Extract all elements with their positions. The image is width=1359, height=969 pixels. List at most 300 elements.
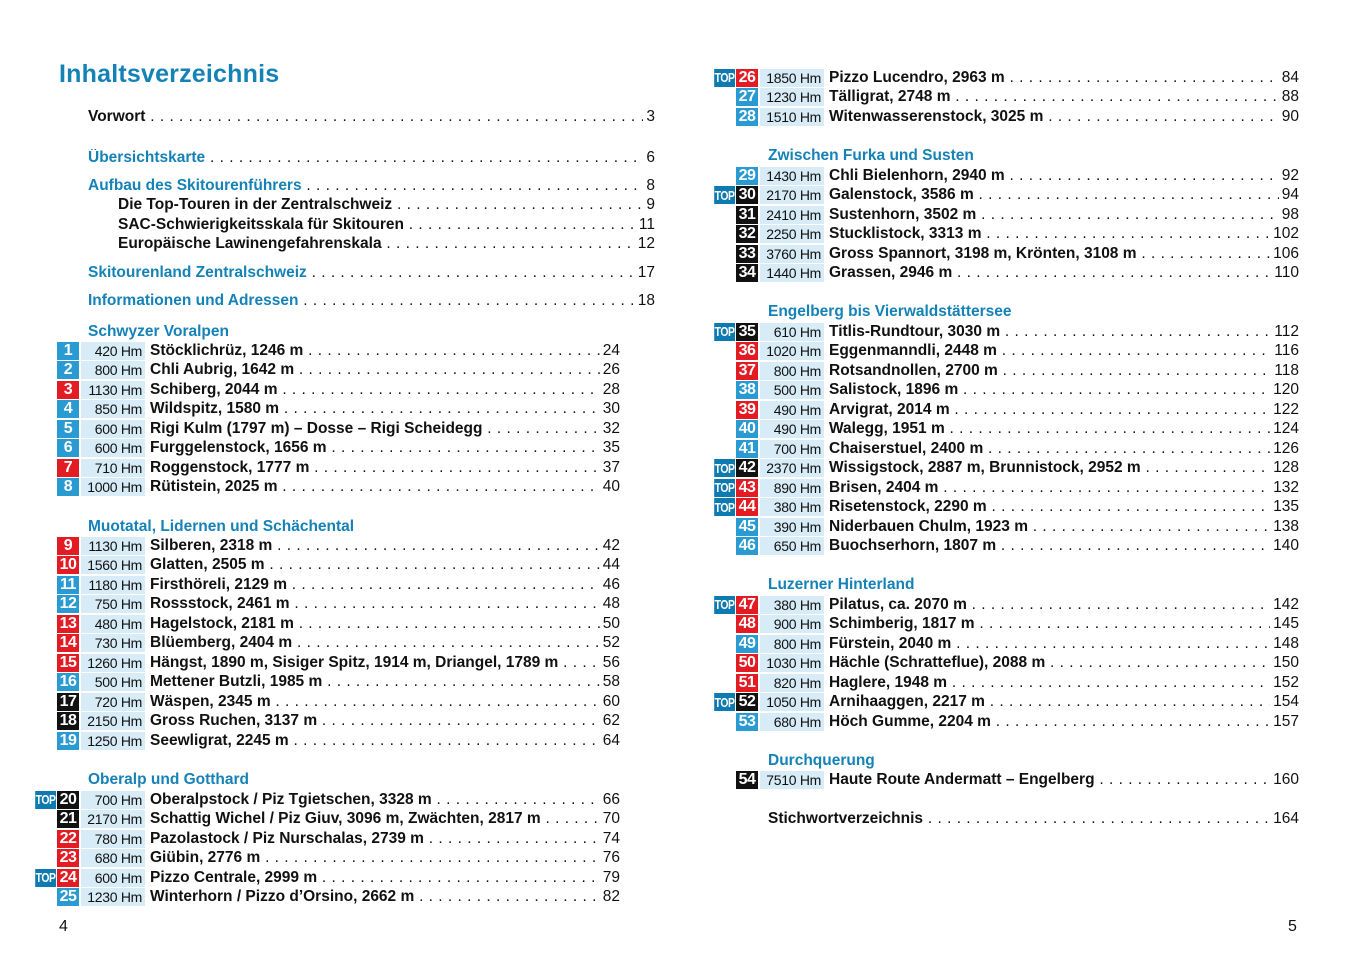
tour-name: Arnihaaggen, 2217 m . . . — [829, 693, 1270, 711]
tour-page: 157 — [1273, 712, 1299, 730]
tour-row[interactable] — [30, 478, 620, 498]
tour-page: 112 — [1274, 322, 1299, 340]
tour-row[interactable] — [30, 341, 620, 361]
tour-row[interactable] — [709, 264, 1299, 284]
top-tour-badge: TOP — [714, 597, 735, 613]
tour-number-badge: 8 — [57, 478, 79, 496]
elevation-gain: 1260 Hm — [81, 654, 145, 672]
tour-name: Pazolastock / Piz Nurschalas, 2739 m . . . — [150, 830, 600, 848]
tour-row[interactable] — [30, 712, 620, 732]
elevation-gain: 7510 Hm — [760, 771, 824, 789]
tour-row[interactable] — [709, 693, 1299, 713]
tour-row[interactable] — [30, 673, 620, 693]
right-page — [680, 0, 1359, 969]
tour-name: Wäspen, 2345 m . . . — [150, 693, 600, 711]
tour-number-badge: 54 — [736, 771, 758, 789]
tour-row[interactable] — [30, 829, 620, 849]
tour-name: Fürstein, 2040 m . . . — [829, 635, 1270, 653]
elevation-gain: 850 Hm — [81, 400, 145, 418]
entry-page: 17 — [637, 263, 655, 281]
tour-row[interactable] — [30, 419, 620, 439]
entry-label: Europäische Lawinengefahrenskala . . . — [118, 235, 635, 253]
entry-page: 18 — [637, 291, 655, 309]
tour-page: 152 — [1273, 673, 1299, 691]
tour-name: Rütistein, 2025 m . . . — [150, 478, 600, 496]
tour-name: Gross Spannort, 3198 m, Krönten, 3108 m . . . — [829, 245, 1270, 263]
toc-entry-informationen[interactable] — [88, 291, 655, 311]
tour-name: Galenstock, 3586 m . . . — [829, 186, 1279, 204]
tour-row[interactable] — [709, 107, 1299, 127]
section-heading: Muotatal, Lidernen und Schächental — [88, 518, 355, 535]
tour-number-badge: 53 — [736, 713, 758, 731]
page-number: 5 — [1288, 918, 1297, 935]
tour-number-badge: 4 — [57, 400, 79, 418]
tour-row[interactable] — [709, 205, 1299, 225]
tour-row[interactable] — [30, 731, 620, 751]
tour-page: 24 — [602, 341, 620, 359]
tour-page: 120 — [1273, 381, 1299, 399]
tour-number-badge: 46 — [736, 537, 758, 555]
elevation-gain: 490 Hm — [760, 401, 824, 419]
tour-number-badge: 3 — [57, 381, 79, 399]
tour-row[interactable] — [30, 458, 620, 478]
tour-page: 106 — [1273, 244, 1299, 262]
elevation-gain: 2170 Hm — [81, 810, 145, 828]
tour-row[interactable] — [709, 517, 1299, 537]
tour-name: Niderbauen Chulm, 1923 m . . . — [829, 518, 1270, 536]
tour-number-badge: 13 — [57, 615, 79, 633]
entry-page: 3 — [646, 107, 655, 125]
tour-name: Glatten, 2505 m . . . — [150, 556, 600, 574]
tour-page: 66 — [602, 790, 620, 808]
tour-page: 44 — [602, 556, 620, 574]
entry-label: Übersichtskarte . . . — [88, 149, 643, 167]
top-tour-badge: TOP — [714, 324, 735, 340]
tour-page: 138 — [1273, 517, 1299, 535]
tour-number-badge: 26 — [736, 69, 758, 87]
tour-number-badge: 34 — [736, 264, 758, 282]
tour-number-badge: 9 — [57, 537, 79, 555]
tour-number-badge: 18 — [57, 712, 79, 730]
tour-number-badge: 48 — [736, 615, 758, 633]
tour-page: 124 — [1273, 420, 1299, 438]
entry-page: 11 — [638, 215, 655, 233]
elevation-gain: 1050 Hm — [760, 693, 824, 711]
elevation-gain: 390 Hm — [760, 518, 824, 536]
elevation-gain: 710 Hm — [81, 459, 145, 477]
tour-row[interactable] — [709, 400, 1299, 420]
tour-number-badge: 1 — [57, 342, 79, 360]
tour-page: 140 — [1273, 537, 1299, 555]
top-tour-badge: TOP — [35, 870, 56, 886]
tour-page: 160 — [1273, 770, 1299, 788]
tour-row[interactable] — [30, 400, 620, 420]
tour-number-badge: 24 — [57, 869, 79, 887]
tour-name: Eggenmanndli, 2448 m . . . — [829, 342, 1271, 360]
tour-page: 94 — [1281, 186, 1299, 204]
tour-row[interactable] — [30, 692, 620, 712]
tour-name: Sustenhorn, 3502 m . . . — [829, 206, 1279, 224]
tour-page: 37 — [602, 458, 620, 476]
tour-row[interactable] — [709, 88, 1299, 108]
tour-page: 32 — [602, 419, 620, 437]
tour-number-badge: 45 — [736, 518, 758, 536]
tour-row[interactable] — [709, 654, 1299, 674]
tour-number-badge: 47 — [736, 596, 758, 614]
tour-row[interactable] — [30, 536, 620, 556]
elevation-gain: 1850 Hm — [760, 69, 824, 87]
elevation-gain: 2150 Hm — [81, 712, 145, 730]
tour-page: 60 — [602, 692, 620, 710]
tour-number-badge: 38 — [736, 381, 758, 399]
tour-page: 145 — [1273, 615, 1299, 633]
tour-number-badge: 6 — [57, 439, 79, 457]
tour-row[interactable] — [709, 68, 1299, 88]
tour-name: Firsthöreli, 2129 m . . . — [150, 576, 600, 594]
tour-row[interactable] — [30, 849, 620, 869]
tour-name: Grassen, 2946 m . . . — [829, 264, 1271, 282]
tour-page: 52 — [602, 634, 620, 652]
elevation-gain: 1560 Hm — [81, 556, 145, 574]
tour-page: 76 — [602, 849, 620, 867]
toc-entry-stichwortverzeichnis[interactable] — [768, 809, 1299, 829]
tour-number-badge: 23 — [57, 849, 79, 867]
toc-entry-skitourenland[interactable] — [88, 263, 655, 283]
tour-name: Schattig Wichel / Piz Giuv, 3096 m, Zwächten, 2817 m . . . — [150, 810, 600, 828]
tour-name: Gross Ruchen, 3137 m . . . — [150, 712, 600, 730]
tour-page: 110 — [1274, 264, 1299, 282]
elevation-gain: 800 Hm — [81, 361, 145, 379]
section-heading: Zwischen Furka und Susten — [768, 147, 974, 164]
tour-page: 132 — [1273, 478, 1299, 496]
toc-entry-vorwort[interactable] — [88, 107, 655, 127]
tour-number-badge: 25 — [57, 888, 79, 906]
elevation-gain: 1230 Hm — [81, 888, 145, 906]
tour-number-badge: 2 — [57, 361, 79, 379]
tour-row[interactable] — [709, 615, 1299, 635]
tour-row[interactable] — [709, 595, 1299, 615]
tour-name: Wildspitz, 1580 m . . . — [150, 400, 600, 418]
tour-name: Hächle (Schratteflue), 2088 m . . . — [829, 654, 1270, 672]
tour-row[interactable] — [709, 186, 1299, 206]
tour-row[interactable] — [30, 595, 620, 615]
elevation-gain: 490 Hm — [760, 420, 824, 438]
tour-name: Haglere, 1948 m . . . — [829, 674, 1270, 692]
tour-page: 116 — [1274, 342, 1299, 360]
tour-page: 150 — [1273, 654, 1299, 672]
section-heading: Engelberg bis Vierwaldstättersee — [768, 303, 1012, 320]
tour-page: 79 — [602, 868, 620, 886]
tour-number-badge: 5 — [57, 420, 79, 438]
tour-name: Rigi Kulm (1797 m) – Dosse – Rigi Scheidegg . . . — [150, 420, 600, 438]
tour-row[interactable] — [709, 322, 1299, 342]
tour-number-badge: 33 — [736, 245, 758, 263]
tour-page: 46 — [602, 575, 620, 593]
tour-number-badge: 39 — [736, 401, 758, 419]
elevation-gain: 800 Hm — [760, 635, 824, 653]
elevation-gain: 600 Hm — [81, 869, 145, 887]
tour-row[interactable] — [709, 342, 1299, 362]
tour-row[interactable] — [709, 381, 1299, 401]
tour-name: Pizzo Lucendro, 2963 m . . . — [829, 69, 1279, 87]
elevation-gain: 610 Hm — [760, 323, 824, 341]
tour-name: Haute Route Andermatt – Engelberg . . . — [829, 771, 1270, 789]
elevation-gain: 2410 Hm — [760, 206, 824, 224]
tour-number-badge: 41 — [736, 440, 758, 458]
tour-row[interactable] — [709, 537, 1299, 557]
tour-number-badge: 31 — [736, 206, 758, 224]
tour-row[interactable] — [709, 478, 1299, 498]
tour-page: 64 — [602, 731, 620, 749]
tour-number-badge: 7 — [57, 459, 79, 477]
elevation-gain: 680 Hm — [81, 849, 145, 867]
tour-row[interactable] — [30, 888, 620, 908]
tour-page: 90 — [1281, 107, 1299, 125]
elevation-gain: 3760 Hm — [760, 245, 824, 263]
tour-page: 126 — [1273, 439, 1299, 457]
tour-number-badge: 21 — [57, 810, 79, 828]
tour-page: 70 — [602, 810, 620, 828]
tour-number-badge: 20 — [57, 791, 79, 809]
elevation-gain: 1020 Hm — [760, 342, 824, 360]
tour-row[interactable] — [709, 244, 1299, 264]
entry-label: Skitourenland Zentralschweiz . . . — [88, 264, 635, 282]
tour-name: Risetenstock, 2290 m . . . — [829, 498, 1270, 516]
tour-row[interactable] — [30, 380, 620, 400]
tour-page: 42 — [602, 536, 620, 554]
tour-row[interactable] — [30, 556, 620, 576]
tour-row[interactable] — [30, 614, 620, 634]
tour-number-badge: 10 — [57, 556, 79, 574]
entry-label: Informationen und Adressen . . . — [88, 292, 635, 310]
elevation-gain: 650 Hm — [760, 537, 824, 555]
entry-page: 8 — [646, 176, 655, 194]
tour-number-badge: 28 — [736, 108, 758, 126]
tour-number-badge: 16 — [57, 673, 79, 691]
tour-name: Witenwasserenstock, 3025 m . . . — [829, 108, 1279, 126]
tour-page: 30 — [602, 400, 620, 418]
tour-name: Pizzo Centrale, 2999 m . . . — [150, 869, 600, 887]
tour-page: 58 — [602, 673, 620, 691]
tour-name: Schimberig, 1817 m . . . — [829, 615, 1270, 633]
tour-row[interactable] — [709, 225, 1299, 245]
tour-number-badge: 29 — [736, 167, 758, 185]
tour-name: Höch Gumme, 2204 m . . . — [829, 713, 1270, 731]
elevation-gain: 2370 Hm — [760, 459, 824, 477]
elevation-gain: 1230 Hm — [760, 88, 824, 106]
tour-row[interactable] — [709, 770, 1299, 790]
tour-name: Titlis-Rundtour, 3030 m . . . — [829, 323, 1271, 341]
entry-label: Die Top-Touren in der Zentralschweiz . . . — [118, 196, 643, 214]
elevation-gain: 420 Hm — [81, 342, 145, 360]
elevation-gain: 1440 Hm — [760, 264, 824, 282]
tour-number-badge: 40 — [736, 420, 758, 438]
tour-name: Seewligrat, 2245 m . . . — [150, 732, 600, 750]
tour-row[interactable] — [30, 439, 620, 459]
elevation-gain: 680 Hm — [760, 713, 824, 731]
tour-number-badge: 15 — [57, 654, 79, 672]
tour-number-badge: 36 — [736, 342, 758, 360]
tour-number-badge: 22 — [57, 830, 79, 848]
tour-name: Brisen, 2404 m . . . — [829, 479, 1270, 497]
elevation-gain: 600 Hm — [81, 420, 145, 438]
tour-number-badge: 27 — [736, 88, 758, 106]
tour-name: Mettener Butzli, 1985 m . . . — [150, 673, 600, 691]
top-tour-badge: TOP — [714, 480, 735, 496]
top-tour-badge: TOP — [714, 187, 735, 203]
tour-name: Chli Bielenhorn, 2940 m . . . — [829, 167, 1279, 185]
tour-row[interactable] — [30, 575, 620, 595]
tour-number-badge: 12 — [57, 595, 79, 613]
toc-entry-aufbau[interactable] — [88, 176, 655, 196]
tour-number-badge: 42 — [736, 459, 758, 477]
tour-page: 92 — [1281, 166, 1299, 184]
elevation-gain: 800 Hm — [760, 362, 824, 380]
tour-number-badge: 32 — [736, 225, 758, 243]
elevation-gain: 1250 Hm — [81, 732, 145, 750]
tour-number-badge: 44 — [736, 498, 758, 516]
tour-row[interactable] — [709, 498, 1299, 518]
entry-page: 9 — [646, 195, 655, 213]
tour-row[interactable] — [709, 673, 1299, 693]
tour-name: Rotsandnollen, 2700 m . . . — [829, 362, 1271, 380]
section-heading: Schwyzer Voralpen — [88, 323, 229, 340]
section-heading: Oberalp und Gotthard — [88, 771, 250, 788]
tour-number-badge: 14 — [57, 634, 79, 652]
tour-number-badge: 37 — [736, 362, 758, 380]
tour-name: Furggelenstock, 1656 m . . . — [150, 439, 600, 457]
tour-name: Wissigstock, 2887 m, Brunnistock, 2952 m . . . — [829, 459, 1270, 477]
tour-page: 88 — [1281, 88, 1299, 106]
tour-name: Oberalpstock / Piz Tgietschen, 3328 m . . . — [150, 791, 600, 809]
elevation-gain: 700 Hm — [81, 791, 145, 809]
entry-label: Stichwortverzeichnis . . . — [768, 810, 1270, 828]
tour-page: 98 — [1281, 205, 1299, 223]
tour-page: 154 — [1273, 693, 1299, 711]
tour-number-badge: 51 — [736, 674, 758, 692]
page-number: 4 — [59, 918, 68, 935]
elevation-gain: 1430 Hm — [760, 167, 824, 185]
tour-page: 56 — [602, 653, 620, 671]
tour-name: Stöcklichrüz, 1246 m . . . — [150, 342, 600, 360]
entry-label: Aufbau des Skitourenführers . . . — [88, 177, 643, 195]
elevation-gain: 1180 Hm — [81, 576, 145, 594]
tour-name: Hängst, 1890 m, Sisiger Spitz, 1914 m, Driangel, 1789 m . . . — [150, 654, 600, 672]
tour-number-badge: 43 — [736, 479, 758, 497]
tour-row[interactable] — [30, 868, 620, 888]
tour-number-badge: 30 — [736, 186, 758, 204]
tour-row[interactable] — [709, 634, 1299, 654]
tour-page: 26 — [602, 361, 620, 379]
tour-row[interactable] — [30, 361, 620, 381]
tour-page: 118 — [1274, 361, 1299, 379]
elevation-gain: 1030 Hm — [760, 654, 824, 672]
tour-number-badge: 35 — [736, 323, 758, 341]
tour-page: 28 — [602, 380, 620, 398]
tour-page: 48 — [602, 595, 620, 613]
tour-page: 35 — [602, 439, 620, 457]
tour-number-badge: 49 — [736, 635, 758, 653]
elevation-gain: 380 Hm — [760, 596, 824, 614]
tour-row[interactable] — [709, 712, 1299, 732]
tour-row[interactable] — [30, 653, 620, 673]
tour-page: 74 — [602, 829, 620, 847]
top-tour-badge: TOP — [714, 499, 735, 515]
elevation-gain: 1130 Hm — [81, 381, 145, 399]
tour-row[interactable] — [30, 810, 620, 830]
toc-entry-top-touren[interactable] — [88, 195, 655, 215]
elevation-gain: 600 Hm — [81, 439, 145, 457]
tour-name: Buochserhorn, 1807 m . . . — [829, 537, 1270, 555]
tour-page: 84 — [1281, 68, 1299, 86]
top-tour-badge: TOP — [714, 694, 735, 710]
tour-row[interactable] — [709, 166, 1299, 186]
tour-page: 50 — [602, 614, 620, 632]
elevation-gain: 890 Hm — [760, 479, 824, 497]
top-tour-badge: TOP — [714, 70, 735, 86]
section-heading: Durchquerung — [768, 752, 875, 769]
elevation-gain: 1130 Hm — [81, 537, 145, 555]
top-tour-badge: TOP — [35, 792, 56, 808]
tour-name: Giübin, 2776 m . . . — [150, 849, 600, 867]
tour-row[interactable] — [709, 439, 1299, 459]
toc-entry-lawinenskala[interactable] — [88, 234, 655, 254]
tour-name: Blüemberg, 2404 m . . . — [150, 634, 600, 652]
elevation-gain: 480 Hm — [81, 615, 145, 633]
tour-row[interactable] — [30, 634, 620, 654]
elevation-gain: 500 Hm — [760, 381, 824, 399]
tour-number-badge: 11 — [57, 576, 79, 594]
tour-name: Stucklistock, 3313 m . . . — [829, 225, 1270, 243]
tour-name: Tälligrat, 2748 m . . . — [829, 88, 1279, 106]
elevation-gain: 750 Hm — [81, 595, 145, 613]
tour-name: Arvigrat, 2014 m . . . — [829, 401, 1270, 419]
elevation-gain: 780 Hm — [81, 830, 145, 848]
section-heading: Luzerner Hinterland — [768, 576, 915, 593]
tour-page: 82 — [602, 888, 620, 906]
tour-page: 135 — [1273, 498, 1299, 516]
elevation-gain: 700 Hm — [760, 440, 824, 458]
elevation-gain: 820 Hm — [760, 674, 824, 692]
tour-name: Salistock, 1896 m . . . — [829, 381, 1270, 399]
entry-label: Vorwort . . . — [88, 108, 643, 126]
tour-page: 40 — [602, 478, 620, 496]
tour-row[interactable] — [30, 790, 620, 810]
toc-entry-sac-skala[interactable] — [88, 215, 655, 235]
tour-row[interactable] — [709, 459, 1299, 479]
tour-number-badge: 19 — [57, 732, 79, 750]
toc-title: Inhaltsverzeichnis — [59, 60, 280, 88]
top-tour-badge: TOP — [714, 460, 735, 476]
tour-page: 122 — [1273, 400, 1299, 418]
tour-number-badge: 52 — [736, 693, 758, 711]
tour-name: Winterhorn / Pizzo d’Orsino, 2662 m . . . — [150, 888, 600, 906]
tour-name: Pilatus, ca. 2070 m . . . — [829, 596, 1270, 614]
tour-row[interactable] — [709, 361, 1299, 381]
elevation-gain: 730 Hm — [81, 634, 145, 652]
tour-name: Hagelstock, 2181 m . . . — [150, 615, 600, 633]
entry-page: 12 — [637, 234, 655, 252]
entry-page: 6 — [646, 148, 655, 166]
tour-name: Roggenstock, 1777 m . . . — [150, 459, 600, 477]
elevation-gain: 720 Hm — [81, 693, 145, 711]
tour-row[interactable] — [709, 420, 1299, 440]
tour-page: 128 — [1273, 459, 1299, 477]
toc-entry-uebersichtskarte[interactable] — [88, 148, 655, 168]
tour-name: Silberen, 2318 m . . . — [150, 537, 600, 555]
tour-page: 142 — [1273, 595, 1299, 613]
elevation-gain: 380 Hm — [760, 498, 824, 516]
